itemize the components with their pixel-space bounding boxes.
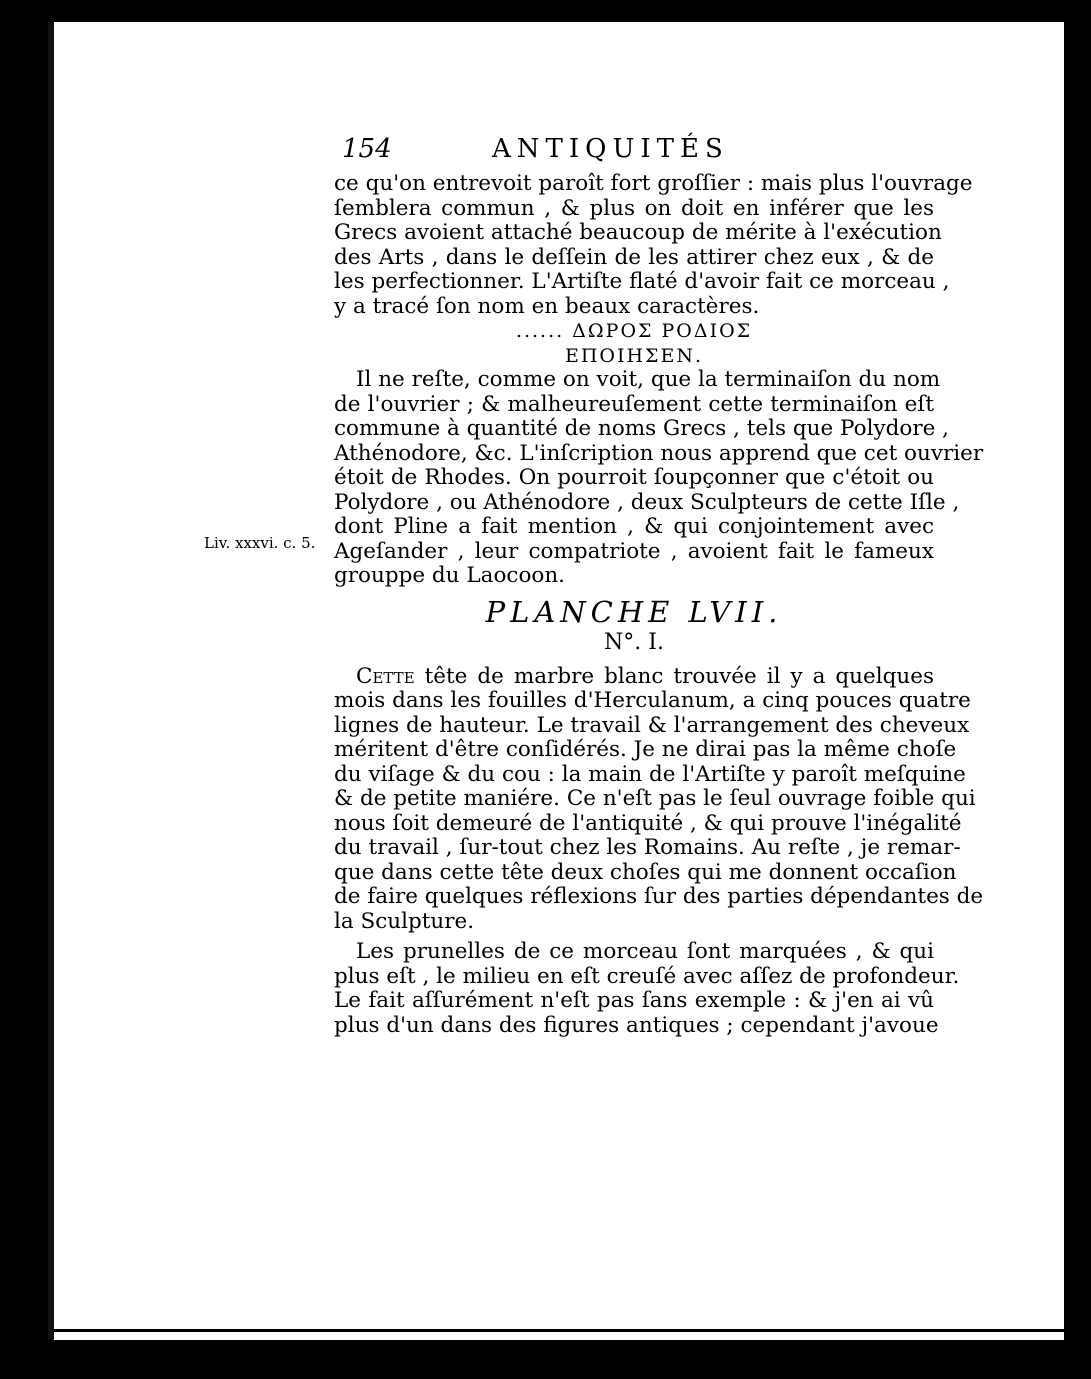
page-body — [334, 171, 984, 1038]
binding-shadow — [42, 22, 44, 1340]
running-title: ANTIQUITÉS — [492, 134, 729, 164]
text-line: ce qu'on entrevoit paroît fort groſſier : mais plus l'ouvrage — [334, 171, 973, 196]
text-line: méritent d'être conſidérés. Je ne dirai pas la même choſe — [334, 737, 957, 762]
text-line: des Arts , dans le deſſein de les attirer chez eux , & de — [334, 244, 934, 270]
drop-word: Cette — [356, 663, 415, 689]
text-line: que dans cette tête deux choſes qui me donnent occaſion — [334, 859, 957, 885]
text-line: Il ne reſte, comme on voit, que la terminaiſon du nom — [356, 367, 941, 392]
text-line: plus eſt , le milieu en eſt creuſé avec aſſez de profondeur. — [334, 963, 960, 989]
text-line: grouppe du Laocoon. — [334, 563, 566, 588]
text-line: du travail , ſur-tout chez les Romains. Au reſte , je remar- — [334, 835, 961, 860]
text-line: les perfectionner. L'Artiſte flaté d'avoir fait ce morceau , — [334, 269, 950, 294]
text-line: lignes de hauteur. Le travail & l'arrangement des cheveux — [334, 712, 970, 738]
text-fragment: tête de marbre blanc trouvée il y a quelques — [414, 663, 934, 689]
greek-inscription-line: ΕΠΟΙΗΣΕΝ. — [564, 344, 704, 367]
text-line: Le fait aſſurément n'eſt pas ſans exemple : & j'en ai vû — [334, 988, 934, 1013]
plate-title: PLANCHE LVII. — [485, 594, 783, 629]
plate-number: N°. I. — [604, 629, 664, 655]
text-line: dont Pline a fait mention , & qui conjointement avec — [334, 514, 934, 539]
text-line: Grecs avoient attaché beaucoup de mérite à l'exécution — [334, 220, 942, 245]
text-line: Les prunelles de ce morceau ſont marquées , & qui — [356, 939, 934, 964]
text-line: la Sculpture. — [334, 908, 475, 934]
page-header — [342, 134, 782, 174]
greek-inscription-line: ...... ΔΩΡΟΣ ΡΟΔΙΟΣ — [515, 320, 753, 342]
text-line: plus d'un dans des figures antiques ; cependant j'avoue — [334, 1012, 939, 1038]
text-line: nous ſoit demeuré de l'antiquité , & qui prouve l'inégalité — [334, 810, 962, 836]
text-line: ſemblera commun , & plus on doit en inférer que les — [334, 195, 934, 221]
binding-shadow — [34, 22, 36, 1340]
text-line: de faire quelques réflexions ſur des parties dépendantes de — [334, 884, 984, 909]
text-line — [334, 665, 934, 690]
text-line: Polydore , ou Athénodore , deux Sculpteurs de cette Iſle , — [334, 489, 960, 515]
text-line: Ageſander , leur compatriote , avoient fait le fameux — [334, 538, 934, 564]
text-line: Athénodore, &c. L'inſcription nous apprend que cet ouvrier — [334, 440, 984, 466]
book-page — [48, 22, 1064, 1340]
text-line: du viſage & du cou : la main de l'Artiſte y paroît meſquine — [334, 761, 966, 787]
text-line: mois dans les fouilles d'Herculanum, a cinq pouces quatre — [334, 688, 971, 713]
page-number: 154 — [342, 134, 392, 164]
page-bottom-edge — [54, 1329, 1064, 1332]
text-line: de l'ouvrier ; & malheureuſement cette terminaiſon eſt — [334, 391, 934, 417]
text-line: & de petite maniére. Ce n'eſt pas le ſeul ouvrage foible qui — [334, 786, 976, 811]
text-line: y a tracé ſon nom en beaux caractères. — [334, 293, 760, 319]
margin-note: Liv. xxxvi. c. 5. — [204, 534, 316, 552]
text-line: commune à quantité de noms Grecs , tels que Polydore , — [334, 416, 949, 441]
text-line: étoit de Rhodes. On pourroit ſoupçonner que c'étoit ou — [334, 465, 934, 490]
